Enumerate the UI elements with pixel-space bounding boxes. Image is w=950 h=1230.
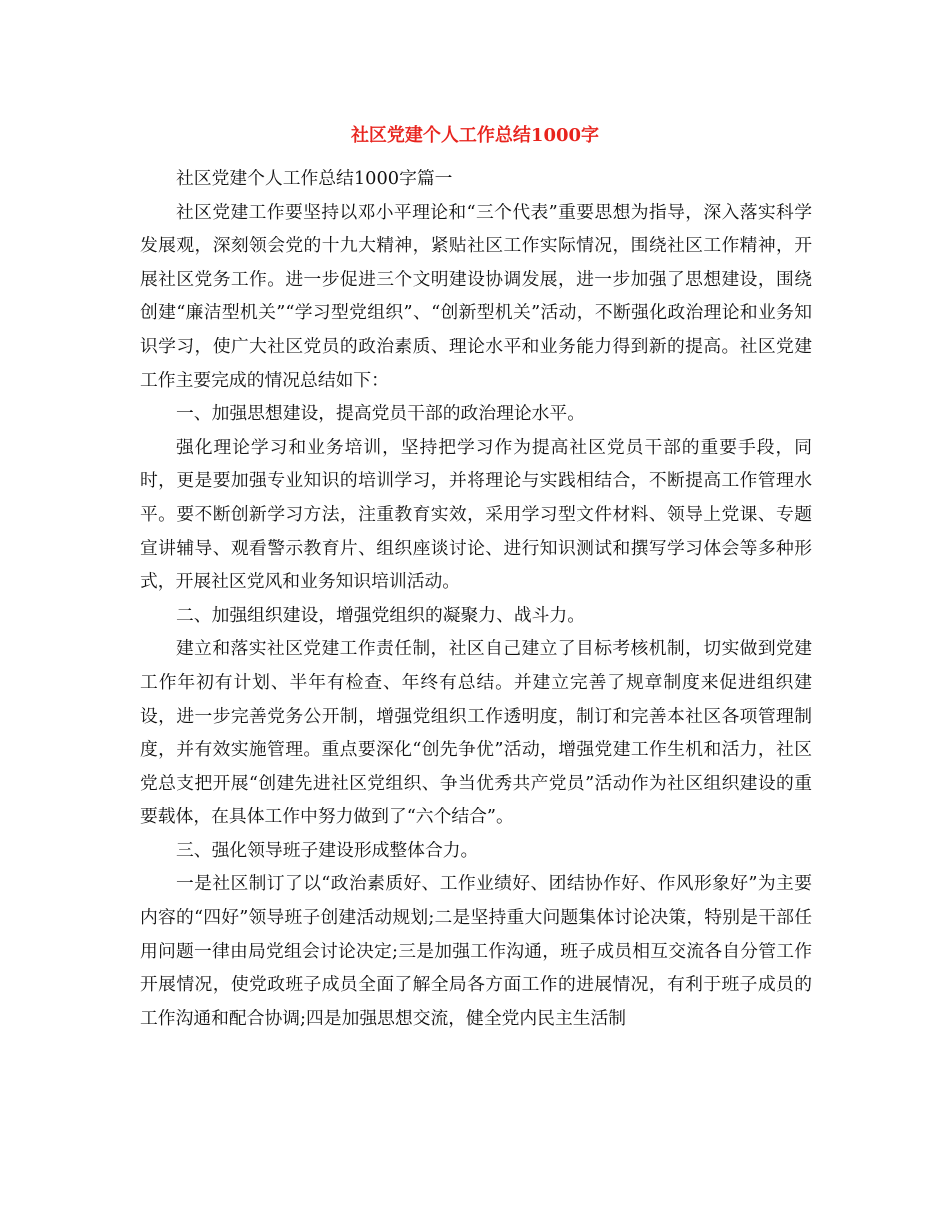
paragraph-heading-part-one: 社区党建个人工作总结1000字篇一 — [176, 168, 453, 189]
document-body — [140, 162, 812, 1035]
section-heading-two: 二、加强组织建设，增强党组织的凝聚力、战斗力。 — [176, 604, 585, 626]
document-title: 社区党建个人工作总结1000字 — [350, 125, 600, 146]
paragraph-section-three: 一是社区制订了以“政治素质好、工作业绩好、团结协作好、作风形象好”为主要内容的“四好”领导班子创建活动规划;二是坚持重大问题集体讨论决策，特别是干部任用问题一律由局党组会讨论决定;三是加强工作沟通，班子成员相互交流各自分管工作开展情况，使党政班子成员全面了解全局各方面工作的进展情况，有利于班子成员的工作沟通和配合协调;四是加强思想交流，健全党内民主生活制 — [140, 873, 813, 1029]
paragraph-section-one: 强化理论学习和业务培训，坚持把学习作为提高社区党员干部的重要手段，同时，更是要加强专业知识的培训学习，并将理论与实践相结合，不断提高工作管理水平。要不断创新学习方法，注重教育实效，采用学习型文件材料、领导上党课、专题宣讲辅导、观看警示教育片、组织座谈讨论、进行知识测试和撰写学习体会等多种形式，开展社区党风和业务知识培训活动。 — [140, 436, 812, 593]
paragraph-intro: 社区党建工作要坚持以邓小平理论和“三个代表”重要思想为指导，深入落实科学发展观，深刻领会党的十九大精神，紧贴社区工作实际情况，围绕社区工作精神，开展社区党务工作。进一步促进三个文明建设协调发展，进一步加强了思想建设，围绕创建“廉洁型机关”“学习型党组织”、“创新型机关”活动，不断强化政治理论和业务知识学习，使广大社区党员的政治素质、理论水平和业务能力得到新的提高。社区党建工作主要完成的情况总结如下： — [140, 201, 812, 391]
section-heading-one: 一、加强思想建设，提高党员干部的政治理论水平。 — [176, 403, 585, 425]
section-heading-three: 三、强化领导班子建设形成整体合力。 — [176, 839, 479, 861]
paragraph-section-two: 建立和落实社区党建工作责任制，社区自己建立了目标考核机制，切实做到党建工作年初有计划、半年有检查、年终有总结。并建立完善了规章制度来促进组织建设，进一步完善党务公开制，增强党组织工作透明度，制订和完善本社区各项管理制度，并有效实施管理。重点要深化“创先争优”活动，增强党建工作生机和活力，社区党总支把开展“创建先进社区党组织、争当优秀共产党员”活动作为社区组织建设的重要载体，在具体工作中努力做到了“六个结合”。 — [140, 638, 812, 828]
